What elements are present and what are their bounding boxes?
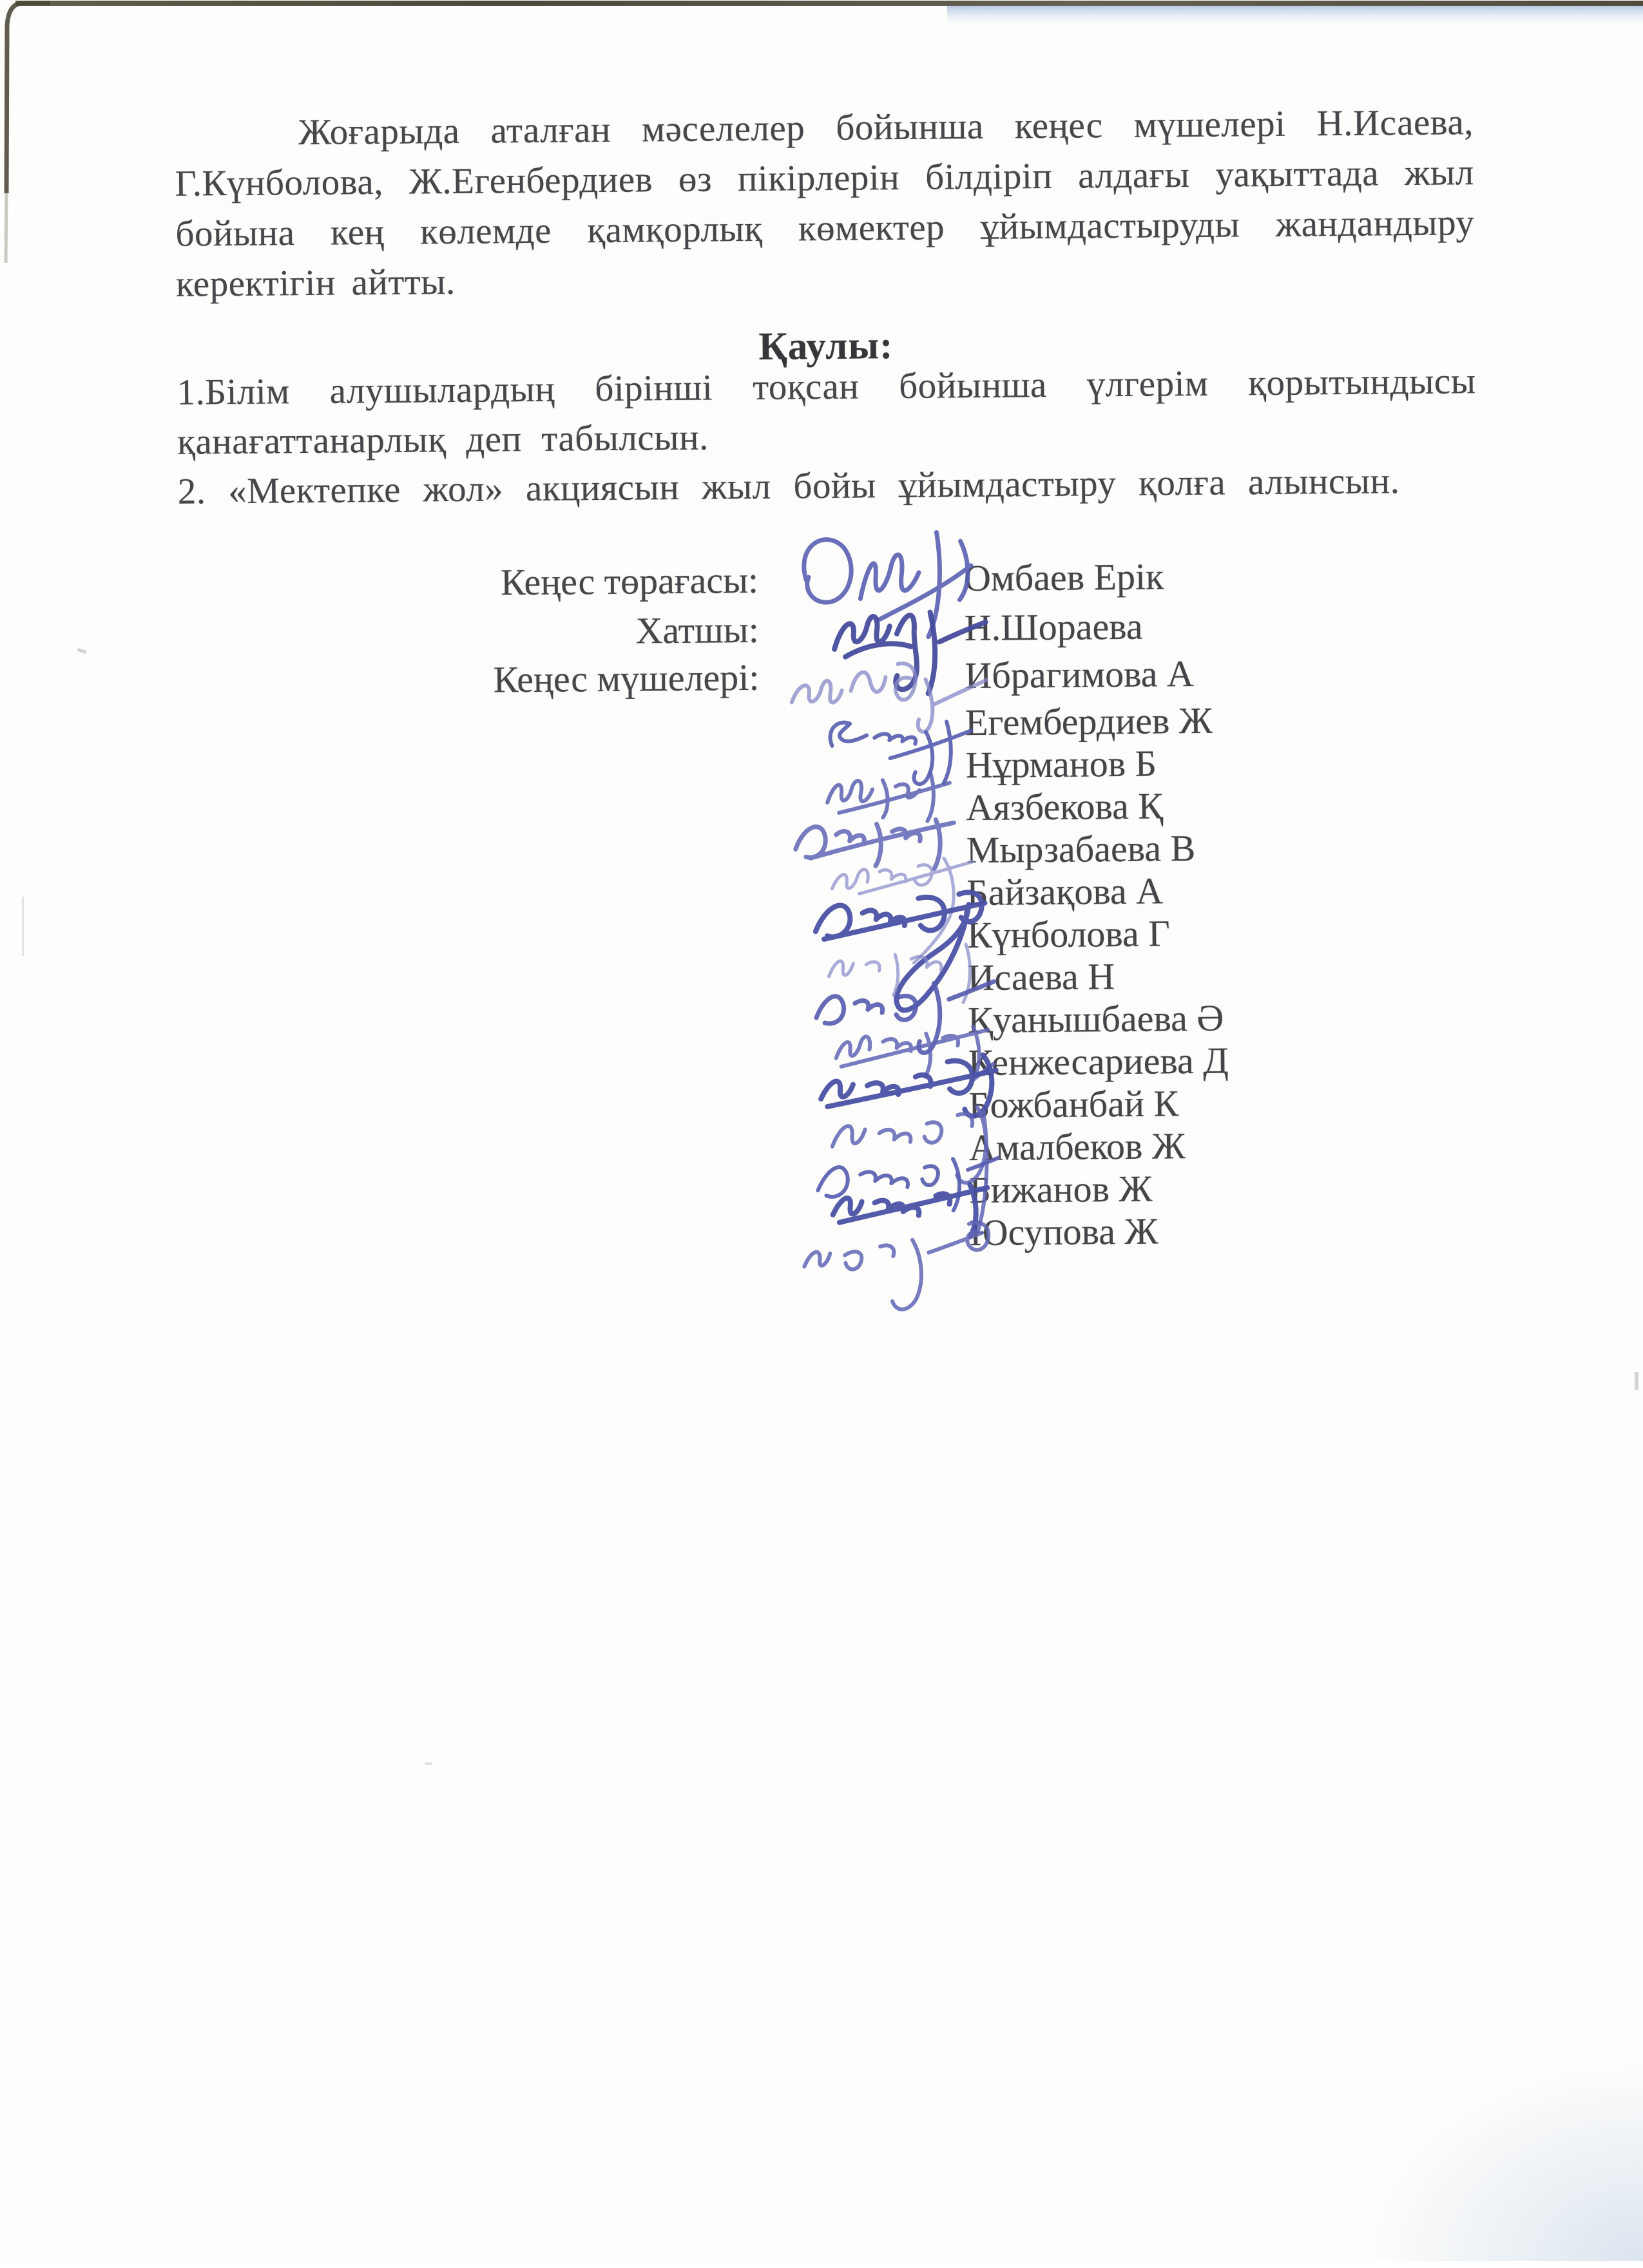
paragraph-line-2: Г.Күнболова, Ж.Егенбердиев өз пікірлерін білдіріп алдағы уақыттада жыл xyxy=(175,152,1474,204)
member-name-14: Амалбеков Ж xyxy=(968,1125,1186,1169)
member-name-2: Н.Шораева xyxy=(964,605,1143,649)
decision-item-1-line-1: 1.Білім алушылардың бірінші тоқсан бойынша үлгерім қорытындысы xyxy=(177,361,1476,413)
signature-label-chairman: Кеңес төрағасы: xyxy=(500,558,759,604)
signature-label-members: Кеңес мүшелері: xyxy=(493,656,760,701)
scan-edge-top xyxy=(15,1,1643,6)
member-name-13: Божбанбай К xyxy=(968,1082,1179,1127)
member-name-9: Күнболова Г xyxy=(966,912,1171,957)
member-name-5: Нұрманов Б xyxy=(965,742,1157,786)
signature-scribble-16 xyxy=(804,1223,989,1310)
signature-scribble-5 xyxy=(827,772,950,822)
scan-speck xyxy=(1635,1372,1638,1390)
member-name-11: Қуанышбаева Ә xyxy=(967,996,1224,1042)
member-name-3: Ибрагимова А xyxy=(965,653,1195,697)
member-name-7: Мырзабаева В xyxy=(966,826,1196,872)
member-name-16: Юсупова Ж xyxy=(969,1210,1158,1254)
signature-scribble-2 xyxy=(834,612,986,694)
paragraph-line-1: Жоғарыда аталған мәселелер бойынша кеңес мүшелері Н.Исаева, xyxy=(298,102,1474,153)
decision-item-1-line-2: қанағаттанарлық деп табылсын. xyxy=(177,417,709,462)
signature-scribble-13 xyxy=(832,1107,987,1232)
signature-scribble-4 xyxy=(830,721,972,785)
opening-paragraph xyxy=(175,97,1475,310)
scan-speck xyxy=(425,1762,432,1765)
member-name-1: Омбаев Ерік xyxy=(963,555,1164,600)
member-name-8: Байзақова А xyxy=(966,870,1164,914)
signature-scribble-15 xyxy=(832,1185,988,1237)
paragraph-line-3: бойына кең көлемде қамқорлық көмектер ұйымдастыруды жандандыру xyxy=(175,202,1475,254)
signature-scribble-3 xyxy=(791,663,986,733)
scan-blue-band xyxy=(947,6,1643,25)
paragraph-line-4: керектігін айтты. xyxy=(175,261,456,305)
member-name-15: Бижанов Ж xyxy=(969,1167,1153,1212)
member-name-6: Аязбекова Қ xyxy=(965,785,1164,829)
signature-scribble-7 xyxy=(832,858,973,964)
scan-corner-edge xyxy=(0,0,52,271)
decision-items xyxy=(177,356,1477,517)
decision-heading: Қаулы: xyxy=(758,324,894,368)
member-name-10: Исаева Н xyxy=(967,955,1115,999)
decision-item-2: 2. «Мектепке жол» акциясын жыл бойы ұйымдастыру қолға алынсын. xyxy=(177,461,1400,512)
signature-scribble-8 xyxy=(815,892,986,1011)
signature-scribble-6 xyxy=(795,819,954,870)
scan-speck xyxy=(22,897,24,956)
signature-scribble-1 xyxy=(803,532,971,638)
member-name-12: Кенжесариева Д xyxy=(968,1039,1229,1084)
signature-scribble-9 xyxy=(829,944,970,1004)
member-name-4: Егембердиев Ж xyxy=(965,699,1213,744)
signature-label-secretary: Хатшы: xyxy=(635,608,760,652)
scan-corner-tint xyxy=(1360,2055,1643,2261)
